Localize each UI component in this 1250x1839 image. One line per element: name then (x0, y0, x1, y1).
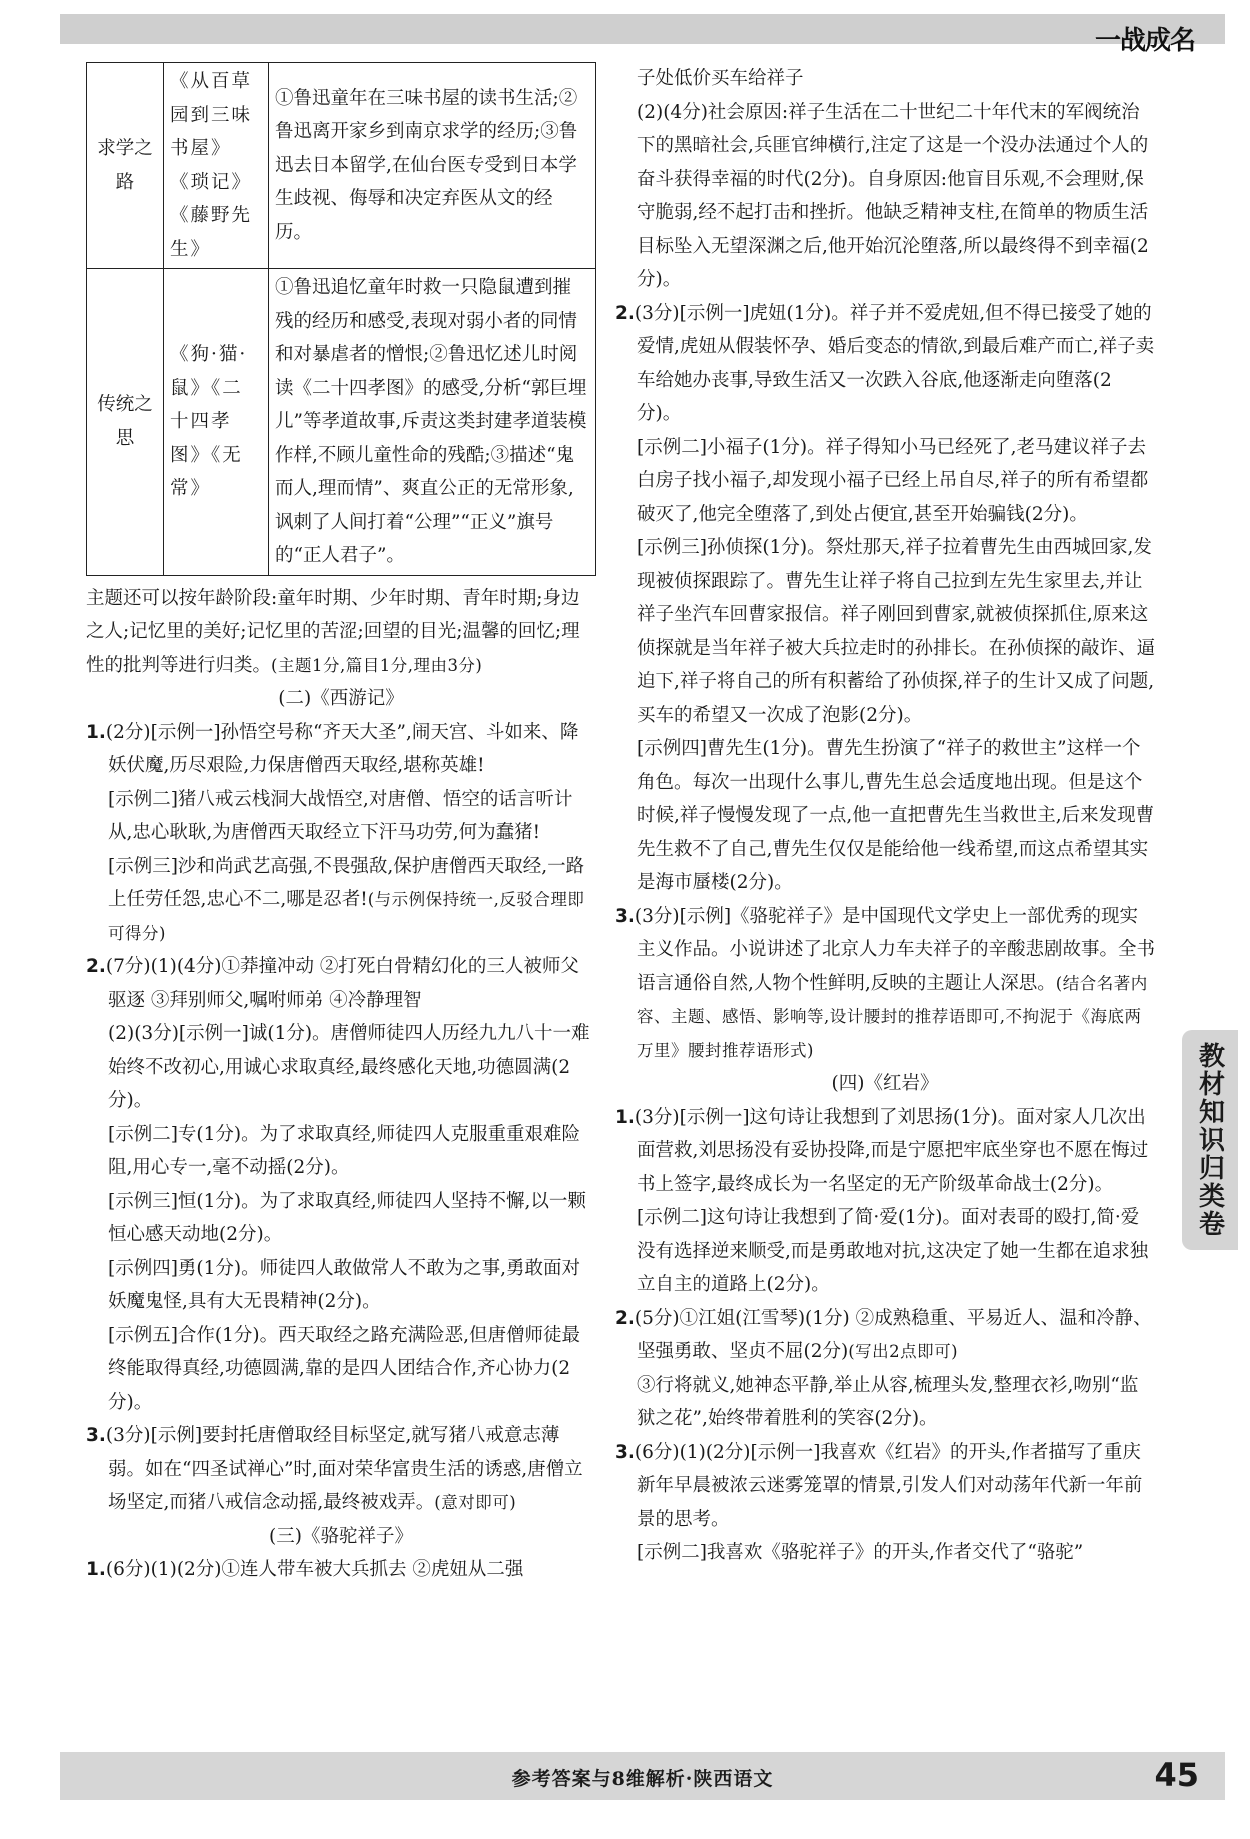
right-column (615, 62, 1155, 1570)
answer-text: (6分)(1)(2分)①连人带车被大兵抓去 ②虎妞从二强 (105, 1559, 524, 1580)
answer-note: (意对即可) (434, 1493, 517, 1512)
question-number: 3. (86, 1425, 106, 1446)
answer-1 (86, 1553, 596, 1587)
table-cell-books: 《狗·猫·鼠》《二十四孝图》《无常》 (164, 269, 269, 576)
left-column (86, 62, 596, 1587)
table-cell-category: 求学之路 (87, 63, 164, 269)
table-cell-desc: ①鲁迅追忆童年时救一只隐鼠遭到摧残的经历和感受,表现对弱小者的同情和对暴虐者的憎恨;②鲁迅忆述儿时阅读《二十四孝图》的感受,分析“郭巨埋儿”等孝道故事,斥责这类封建孝道装模作样,不顾儿童性命的残酷;③描述“鬼而人,理而情”、爽直公正的无常形象,讽刺了人间打着“公理”“正义”旗号的“正人君子”。 (269, 269, 596, 576)
section-title-luotuoxiangzi: (三)《骆驼祥子》 (269, 1525, 413, 1547)
answer-2-part-2: (2)(3分)[示例一]诚(1分)。唐僧师徒四人历经九九八十一难始终不改初心,用诚心求取真经,最终感化天地,功德圆满(2分)。 (108, 1023, 590, 1111)
example-2: [示例二]专(1分)。为了求取真经,师徒四人克服重重艰难险阻,用心专一,毫不动摇(2分)。 (108, 1123, 581, 1178)
question-number: 1. (86, 721, 106, 743)
section-title-xiyouji: (二)《西游记》 (278, 688, 404, 709)
example-2: [示例二]我喜欢《骆驼祥子》的开头,作者交代了“骆驼” (637, 1542, 1084, 1563)
example-5: [示例五]合作(1分)。西天取经之路充满险恶,但唐僧师徒最终能取得真经,功德圆满,靠的是四人团结合作,齐心协力(2分)。 (108, 1324, 581, 1413)
question-number: 3. (615, 905, 635, 927)
question-number: 1. (615, 1106, 635, 1128)
question-number: 2. (86, 956, 106, 977)
example-4: [示例四]曹先生(1分)。曹先生扮演了“祥子的救世主”这样一个角色。每次一出现什么事儿,曹先生总会适度地出现。但是这个时候,祥子慢慢发现了一点,他一直把曹先生当救世主,后来发现曹先生救不了自己,曹先生仅仅是能给他一线希望,而这点希望其实是海市蜃楼(2分)。 (637, 738, 1155, 893)
answer-1 (86, 716, 596, 783)
footer-bar (60, 1752, 1225, 1800)
summary-table (86, 62, 596, 576)
example-note: (与示例保持统一,反驳合理即可得分) (108, 890, 585, 943)
table-cell-books: 《从百草园到三味书屋》《琐记》《藤野先生》 (164, 63, 269, 269)
brand-logo: 一战成名 (1094, 26, 1195, 56)
answer-note: (结合名著内容、主题、感悟、影响等,设计腰封的推荐语即可,不拘泥于《海底两万里》腰封推荐语形式) (637, 973, 1148, 1060)
table-row (87, 269, 596, 576)
header-bar (60, 14, 1225, 56)
example-3: [示例三]孙侦探(1分)。祭灶那天,祥子拉着曹先生由西城回家,发现被侦探跟踪了。曹先生让祥子将自己拉到左先生家里去,并让祥子坐汽车回曹家报信。祥子刚回到曹家,就被侦探抓住,原来这侦探就是当年祥子被大兵拉走时的孙排长。在孙侦探的敲诈、逼迫下,祥子将自己的所有积蓄给了孙侦探,祥子的生计又成了问题,买车的希望又一次成了泡影(2分)。 (637, 537, 1156, 726)
example-4: [示例四]勇(1分)。师徒四人敢做常人不敢为之事,勇敢面对妖魔鬼怪,具有大无畏精神(2分)。 (108, 1257, 581, 1312)
table-cell-desc: ①鲁迅童年在三味书屋的读书生活;②鲁迅离开家乡到南京求学的经历;③鲁迅去日本留学,在仙台医专受到日本学生歧视、侮辱和决定弃医从文的经历。 (269, 63, 596, 269)
answer-text: (7分)(1)(4分)①莽撞冲动 ②打死白骨精幻化的三人被师父驱逐 ③拜别师父,嘱咐师弟 ④冷静理智 (105, 956, 579, 1011)
answer-2 (615, 297, 1155, 431)
footer-title: 参考答案与8维解析·陕西语文 (511, 1768, 774, 1790)
answer-text: (3分)[示例]《骆驼祥子》是中国现代文学史上一部优秀的现实主义作品。小说讲述了北京人力车夫祥子的辛酸悲剧故事。全书语言通俗自然,人物个性鲜明,反映的主题让人深思。 (634, 905, 1156, 994)
answer-2 (86, 950, 596, 1017)
answer-2-part-3: ③行将就义,她神态平静,举止从容,梳理头发,整理衣衫,吻别“监狱之花”,始终带着胜利的笑容(2分)。 (637, 1374, 1139, 1429)
answer-1 (615, 1101, 1155, 1202)
theme-note: (主题1分,篇目1分,理由3分) (271, 655, 483, 675)
answer-3 (615, 900, 1155, 1068)
answer-2 (615, 1302, 1155, 1369)
answer-text: (5分)①江姐(江雪琴)(1分) ②成熟稳重、平易近人、温和冷静、坚强勇敢、坚贞不屈(2分) (634, 1307, 1152, 1362)
answer-text: (6分)(1)(2分)[示例一]我喜欢《红岩》的开头,作者描写了重庆新年早晨被浓云迷雾笼罩的情景,引发人们对动荡年代新一年前景的思考。 (634, 1441, 1143, 1530)
side-tab-label: 教材知识归类卷 (1182, 1030, 1238, 1250)
theme-paragraph (86, 582, 596, 683)
page-number: 45 (1154, 1756, 1199, 1794)
continued-text: 子处低价买车给祥子 (637, 68, 804, 89)
example-text: [示例三]沙和尚武艺高强,不畏强敌,保护唐僧西天取经,一路上任劳任怨,忠心不二,哪是忍者! (108, 855, 585, 910)
example-3: [示例三]恒(1分)。为了求取真经,师徒四人坚持不懈,以一颗恒心感天动地(2分)。 (108, 1190, 586, 1245)
question-number: 2. (615, 302, 635, 324)
question-number: 3. (615, 1441, 635, 1463)
example-2: [示例二]猪八戒云栈洞大战悟空,对唐僧、悟空的话言听计从,忠心耿耿,为唐僧西天取经立下汗马功劳,何为蠢猪! (108, 788, 573, 843)
answer-text: (2分)[示例一]孙悟空号称“齐天大圣”,闹天宫、斗如来、降妖伏魔,历尽艰险,力保唐僧西天取经,堪称英雄! (105, 721, 579, 776)
question-number: 1. (86, 1559, 106, 1580)
answer-text: (3分)[示例一]这句诗让我想到了刘思扬(1分)。面对家人几次出面营救,刘思扬没有妥协投降,而是宁愿把牢底坐穿也不愿在悔过书上签字,最终成长为一名坚定的无产阶级革命战士(2分)。 (634, 1106, 1149, 1195)
answer-1-part-2: (2)(4分)社会原因:祥子生活在二十世纪二十年代末的军阀统治下的黑暗社会,兵匪官绅横行,注定了这是一个没办法通过个人的奋斗获得幸福的时代(2分)。自身原因:他盲目乐观,不会理财,保守脆弱,经不起打击和挫折。他缺乏精神支柱,在简单的物质生活目标坠入无望深渊之后,他开始沉沦堕落,所以最终得不到幸福(2分)。 (637, 101, 1149, 290)
answer-text: (3分)[示例]要封托唐僧取经目标坚定,就写猪八戒意志薄弱。如在“四圣试禅心”时,面对荣华富贵生活的诱惑,唐僧立场坚定,而猪八戒信念动摇,最终被戏弄。 (105, 1425, 583, 1513)
question-number: 2. (615, 1307, 635, 1329)
table-cell-category: 传统之思 (87, 269, 164, 576)
table-row (87, 63, 596, 269)
theme-text: 主题还可以按年龄阶段:童年时期、少年时期、青年时期;身边之人;记忆里的美好;记忆里的苦涩;回望的目光;温馨的回忆;理性的批判等进行归类。 (86, 587, 580, 676)
answer-3 (86, 1419, 596, 1520)
example-2: [示例二]这句诗让我想到了简·爱(1分)。面对表哥的殴打,简·爱没有选择逆来顺受,而是勇敢地对抗,这决定了她一生都在追求独立自主的道路上(2分)。 (637, 1207, 1149, 1295)
example-3 (86, 850, 596, 951)
answer-note: (写出2点即可) (848, 1342, 959, 1361)
section-title-hongyan: (四)《红岩》 (831, 1073, 939, 1094)
answer-text: (3分)[示例一]虎妞(1分)。祥子并不爱虎妞,但不得已接受了她的爱情,虎妞从假装怀孕、婚后变态的情欲,到最后难产而亡,祥子卖车给她办丧事,导致生活又一次跌入谷底,他逐渐走向堕落(2分)。 (634, 302, 1155, 424)
answer-3 (615, 1436, 1155, 1537)
example-2: [示例二]小福子(1分)。祥子得知小马已经死了,老马建议祥子去白房子找小福子,却发现小福子已经上吊自尽,祥子的所有希望都破灭了,他完全堕落了,到处占便宜,甚至开始骗钱(2分)。 (637, 436, 1149, 525)
